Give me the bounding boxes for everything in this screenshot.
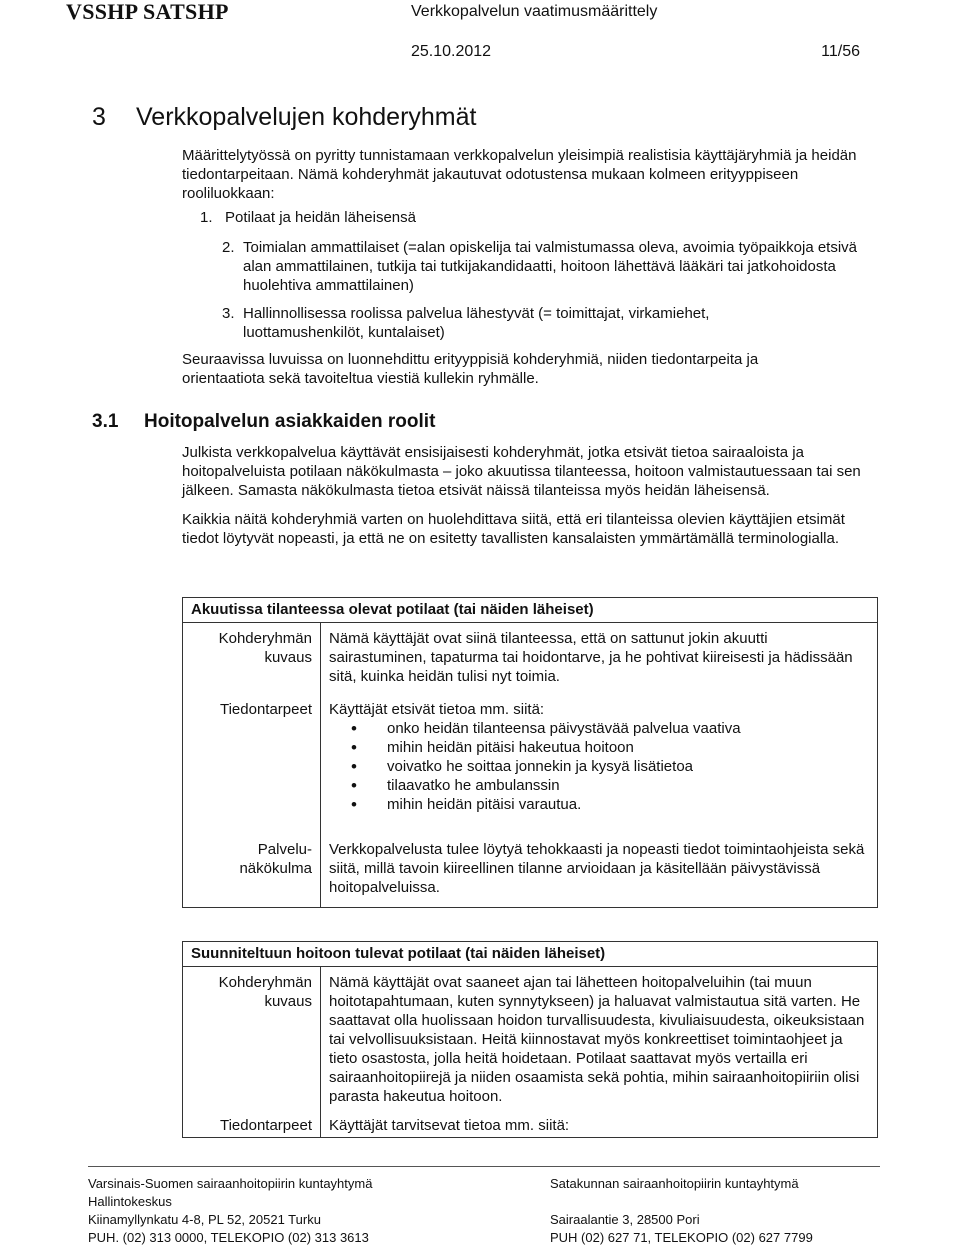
section-number: 3: [92, 103, 106, 131]
organization-logo: VSSHP SATSHP: [66, 0, 229, 24]
footer-line: Varsinais-Suomen sairaanhoitopiirin kuntayhtymä: [88, 1176, 373, 1191]
row-value-kuvaus: Nämä käyttäjät ovat siinä tilanteessa, että on sattunut jokin akuutti sairastuminen, tapaturma tai hoidontarve, ja he pohtivat kiireisesti ja hädissään sitä, kuinka heidän tulisi nyt toimia.: [321, 623, 878, 687]
needs-intro: Käyttäjät etsivät tietoa mm. siitä:: [329, 701, 545, 718]
row-label-tiedontarpeet: Tiedontarpeet: [183, 1106, 321, 1138]
list-item: Hallinnollisessa roolissa palvelua lähestyvät (= toimittajat, virkamiehet, luottamushenkilöt, kuntalaiset): [243, 305, 710, 341]
page-number: 11/56: [821, 43, 860, 60]
footer-line: Hallintokeskus: [88, 1194, 172, 1209]
row-label-tiedontarpeet: Tiedontarpeet: [183, 686, 321, 834]
section-intro: Määrittelytyössä on pyritty tunnistamaan verkkopalvelun yleisimpiä realistisia käyttäjäryhmiä ja heidän tiedontarpeitaan. Nämä kohderyhmät jakautuvat odotustensa mukaan kolmeen erityyppiseen rooliluokkaan:: [182, 147, 857, 202]
needs-list-item: • tilaavatko he ambulanssin: [329, 776, 869, 795]
needs-list-item: • onko heidän tilanteensa päivystävää palvelua vaativa: [329, 719, 869, 738]
needs-list: [329, 719, 869, 814]
document-date: 25.10.2012: [411, 43, 492, 60]
subsection-heading: [92, 411, 435, 433]
row-value-tiedontarpeet: [321, 686, 878, 834]
subsection-paragraph-1: Julkista verkkopalvelua käyttävät ensisijaisesti kohderyhmät, jotka etsivät tietoa sairaaloista ja hoitopalveluista potilaan näkökulmasta – joko akuutissa tilanteessa, hoitoon valmistautuessaan tai sen jälkeen. Samasta näkökulmasta tietoa etsivät näissä tilanteissa myös heidän läheisensä.: [182, 444, 861, 499]
table-title: Suunniteltuun hoitoon tulevat potilaat (tai näiden läheiset): [183, 942, 878, 967]
footer-line: Sairaalantie 3, 28500 Pori: [550, 1212, 700, 1227]
footer-line: Kiinamyllynkatu 4-8, PL 52, 20521 Turku: [88, 1212, 321, 1227]
footer-spacer: [550, 1193, 880, 1211]
target-group-table-planned: [182, 941, 878, 1138]
needs-list-item: • mihin heidän pitäisi hakeutua hoitoon: [329, 738, 869, 757]
subsection-number: 3.1: [92, 411, 119, 432]
footer-line: Satakunnan sairaanhoitopiirin kuntayhtymä: [550, 1176, 799, 1191]
row-value-tiedontarpeet: Käyttäjät tarvitsevat tietoa mm. siitä:: [321, 1106, 878, 1138]
footer-left: [88, 1175, 518, 1247]
list-item-number: 3.: [222, 305, 235, 322]
table-title: Akuutissa tilanteessa olevat potilaat (tai näiden läheiset): [183, 598, 878, 623]
target-group-table-acute: [182, 597, 878, 908]
row-label-kuvaus: [183, 967, 321, 1107]
document-title: Verkkopalvelun vaatimusmäärittely: [411, 3, 658, 20]
section-outro: Seuraavissa luvuissa on luonnehdittu erityyppisiä kohderyhmiä, niiden tiedontarpeita ja orientaatiota sekä tavoiteltua viestiä kullekin ryhmälle.: [182, 351, 759, 387]
section-heading: [92, 103, 476, 132]
list-item-number: 1.: [200, 209, 213, 226]
list-item: Toimialan ammattilaiset (=alan opiskelija tai valmistumassa oleva, avoimia työpaikkoja etsivä alan ammattilainen, tutkija tai tutkijakandidaatti, hoitoon lähettävä lääkäri tai jatkohoidosta huolehtiva ammattilainen): [243, 239, 858, 294]
list-item-number: 2.: [222, 239, 235, 256]
label-line: Kohderyhmän: [218, 974, 312, 991]
subsection-paragraph-2: Kaikkia näitä kohderyhmiä varten on huolehdittava siitä, että eri tilanteissa olevien käyttäjien etsimät tiedot löytyvät nopeasti, ja että ne on esitetty tavallisten kansalaisten ymmärtämällä terminologialla.: [182, 511, 845, 547]
label-line: Palvelu-: [257, 841, 312, 858]
row-label-kuvaus: [183, 623, 321, 687]
label-line: Kohderyhmän: [218, 630, 312, 647]
section-title: Verkkopalvelujen kohderyhmät: [136, 103, 477, 131]
needs-list-item: • mihin heidän pitäisi varautua.: [329, 795, 869, 814]
label-line: kuvaus: [264, 993, 312, 1010]
footer-right: [550, 1175, 880, 1247]
label-line: näkökulma: [239, 860, 312, 877]
needs-list-item: • voivatko he soittaa jonnekin ja kysyä lisätietoa: [329, 757, 869, 776]
list-item: Potilaat ja heidän läheisensä: [225, 209, 416, 226]
row-value-palvelunakokulma: Verkkopalvelusta tulee löytyä tehokkaasti ja nopeasti tiedot toimintaohjeista sekä siitä, millä tavoin kiireellinen tilanne arvioidaan ja käsitellään päivystävissä hoitopalveluissa.: [321, 834, 878, 908]
label-line: kuvaus: [264, 649, 312, 666]
row-label-palvelunakokulma: [183, 834, 321, 908]
footer-divider: [88, 1166, 880, 1167]
footer-line: PUH. (02) 313 0000, TELEKOPIO (02) 313 3613: [88, 1230, 369, 1245]
row-value-kuvaus: Nämä käyttäjät ovat saaneet ajan tai lähetteen hoitopalveluihin (tai muun hoitotapahtumaan, kuten synnytykseen) ja haluavat valmistautua sitä varten. He saattavat olla huolissaan hoidon turvallisuudesta, kivuliaisuudesta, oikeuksistaan tai velvollisuuksistaan. Heitä kiinnostavat myös konkreettiset toimintaohjeet ja tieto osastosta, jolla heitä hoidetaan. Potilaat saattavat myös vertailla eri sairaanhoitopiirejä ja niiden osaamista sekä pohtia, mihin sairaanhoitopiiriin olisi parasta hakeutua hoitoon.: [321, 967, 878, 1107]
subsection-title: Hoitopalvelun asiakkaiden roolit: [144, 411, 436, 432]
footer-line: PUH (02) 627 71, TELEKOPIO (02) 627 7799: [550, 1230, 813, 1245]
